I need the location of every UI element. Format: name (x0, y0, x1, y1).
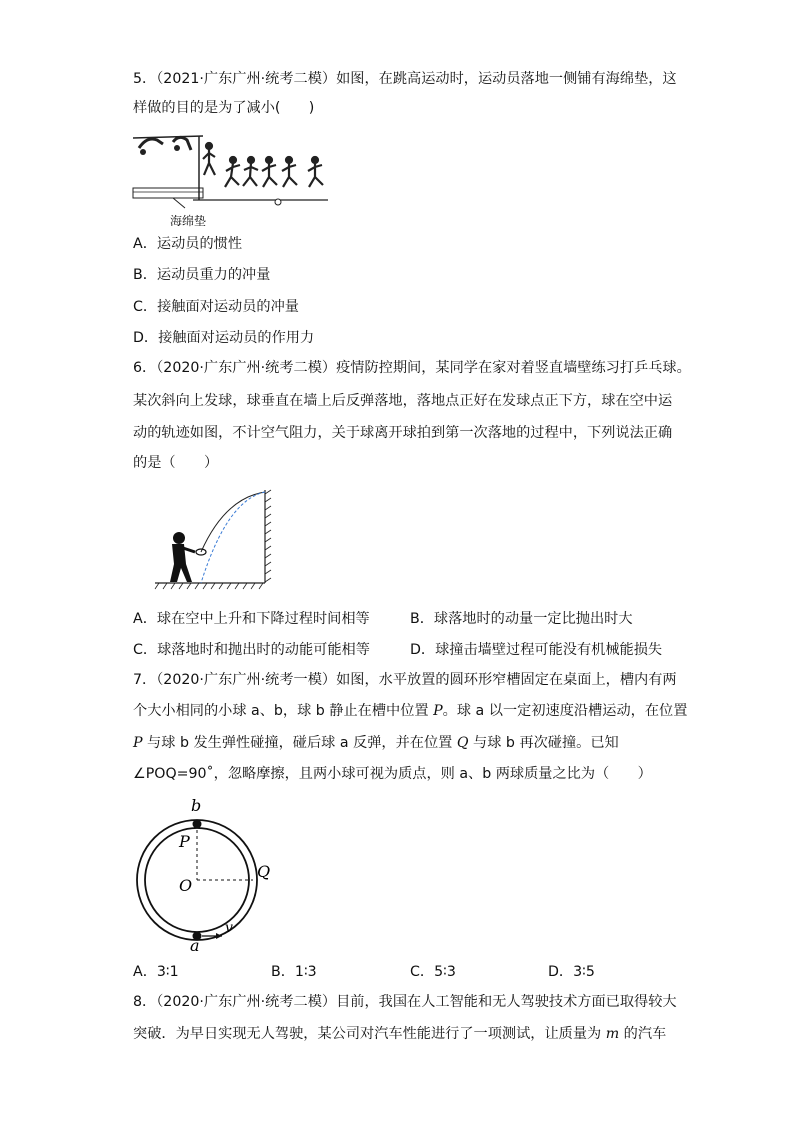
q6-stem-line-3: 动的轨迹如图，不计空气阻力，关于球离开球拍到第一次落地的过程中，下列说法正确 (133, 425, 673, 441)
q8-stem-line-2: 突破．为早日实现无人驾驶，某公司对汽车性能进行了一项测试，让质量为 m 的汽车 (133, 1026, 667, 1042)
q6-option-a: A．球在空中上升和下降过程时间相等 (133, 611, 370, 627)
q5-stem-line-1: 5．（2021·广东广州·统考二模）如图，在跳高运动时，运动员落地一侧铺有海绵垫，这 (133, 71, 677, 87)
label-v: v (225, 920, 233, 936)
high-jump-figure (133, 128, 333, 228)
label-O: O (179, 876, 193, 895)
q7-option-d: D．3∶5 (548, 964, 595, 980)
label-Q: Q (257, 862, 271, 881)
label-b: b (191, 796, 202, 815)
q5-stem-line-2: 样做的目的是为了减小( ) (133, 100, 315, 116)
q7-stem-line-3: P 与球 b 发生弹性碰撞，碰后球 a 反弹，并在位置 Q 与球 b 再次碰撞。已知 (133, 735, 619, 751)
q6-option-d: D．球撞击墙壁过程可能没有机械能损失 (410, 642, 663, 658)
q6-option-b: B．球落地时的动量一定比抛出时大 (410, 611, 633, 627)
q7-option-b: B．1∶3 (271, 964, 317, 980)
q7-stem-line-1: 7．（2020·广东广州·统考一模）如图，水平放置的圆环形窄槽固定在桌面上，槽内有两 (133, 672, 677, 688)
q5-option-a: A．运动员的惯性 (133, 236, 243, 252)
q5-option-d: D．接触面对运动员的作用力 (133, 330, 315, 346)
q6-stem-line-1: 6．（2020·广东广州·统考二模）疫情防控期间，某同学在家对着竖直墙壁练习打乒乓球。 (133, 360, 691, 376)
q7-stem-line-2: 个大小相同的小球 a、b，球 b 静止在槽中位置 P。球 a 以一定初速度沿槽运动，在位置 (133, 703, 688, 719)
q7-option-c: C．5∶3 (410, 964, 456, 980)
q7-stem-line-4: ∠POQ=90˚，忽略摩擦，且两小球可视为质点，则 a、b 两球质量之比为（ ） (133, 766, 652, 782)
q5-option-c: C．接触面对运动员的冲量 (133, 299, 299, 315)
label-a: a (190, 936, 200, 955)
q6-stem-line-4: 的是（ ） (133, 455, 219, 471)
label-P: P (179, 832, 190, 851)
q5-option-b: B．运动员重力的冲量 (133, 267, 271, 283)
ring-groove-figure (130, 795, 280, 955)
q6-stem-line-2: 某次斜向上发球，球垂直在墙上后反弹落地，落地点正好在发球点正下方，球在空中运 (133, 393, 673, 409)
q8-stem-line-1: 8．（2020·广东广州·统考二模）目前，我国在人工智能和无人驾驶技术方面已取得较大 (133, 994, 677, 1010)
ping-pong-wall-figure (155, 480, 285, 590)
q7-option-a: A．3∶1 (133, 964, 179, 980)
sponge-pad-label: 海绵垫 (170, 214, 207, 228)
q6-option-c: C．球落地时和抛出时的动能可能相等 (133, 642, 370, 658)
